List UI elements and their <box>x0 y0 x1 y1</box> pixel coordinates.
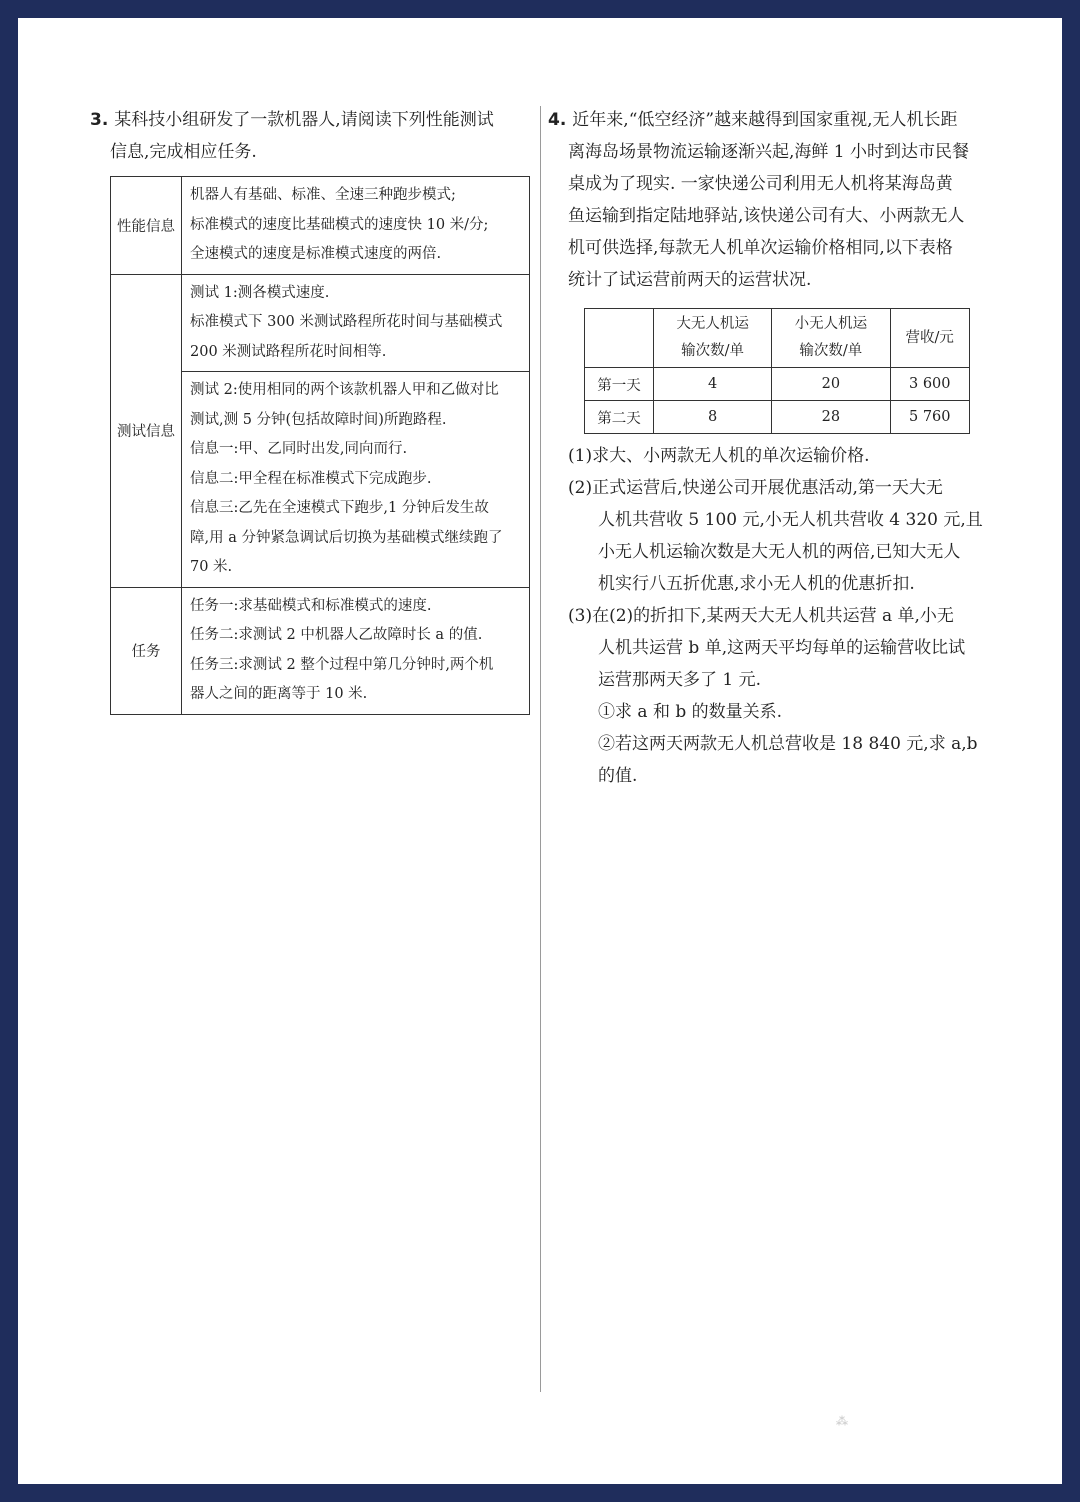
table-header-row <box>585 309 970 368</box>
task-line: 器人之间的距离等于 10 米. <box>190 686 368 702</box>
table-row <box>585 401 970 434</box>
test2-line: 测试 2:使用相同的两个该款机器人甲和乙做对比 <box>190 382 499 398</box>
task-label: 任务 <box>111 587 182 714</box>
perf-line: 机器人有基础、标准、全速三种跑步模式; <box>190 187 456 203</box>
q3-intro-line1: 某科技小组研发了一款机器人,请阅读下列性能测试 <box>114 110 494 130</box>
q4-part1: (1)求大、小两款无人机的单次运输价格. <box>568 446 870 466</box>
perf-label: 性能信息 <box>111 177 182 275</box>
day-cell: 第一天 <box>585 368 654 401</box>
day-cell: 第二天 <box>585 401 654 434</box>
perf-line: 全速模式的速度是标准模式速度的两倍. <box>190 246 442 262</box>
col-rev-header: 营收/元 <box>890 309 970 368</box>
task-line: 任务一:求基础模式和标准模式的速度. <box>190 597 432 614</box>
col-big-l2: 输次数/单 <box>681 343 745 359</box>
test2-line: 信息二:甲全程在标准模式下完成跑步. <box>190 470 432 487</box>
q3-number: 3. <box>90 110 109 130</box>
task-line: 任务三:求测试 2 整个过程中第几分钟时,两个机 <box>190 656 494 673</box>
q4-ops-table <box>584 308 970 434</box>
p3-line: 人机共运营 b 单,这两天平均每单的运输营收比试 <box>598 638 966 658</box>
test2-content <box>182 372 530 588</box>
table-row <box>585 368 970 401</box>
test2-line: 测试,测 5 分钟(包括故障时间)所跑路程. <box>190 411 447 428</box>
small-cell: 28 <box>772 401 890 434</box>
question-3 <box>90 104 536 715</box>
col-small-header <box>772 309 890 368</box>
col-big-header <box>654 309 772 368</box>
q4-intro-line: 离海岛场景物流运输逐渐兴起,海鲜 1 小时到达市民餐 <box>568 142 970 162</box>
q4-intro-line: 桌成为了现实. 一家快递公司利用无人机将某海岛黄 <box>568 174 953 194</box>
test1-line: 200 米测试路程所花时间相等. <box>190 343 387 360</box>
col-big-l1: 大无人机运 <box>676 316 749 332</box>
p2-line: 小无人机运输次数是大无人机的两倍,已知大无人 <box>598 542 961 562</box>
test2-line: 70 米. <box>190 559 233 575</box>
page-sheet <box>18 18 1062 1484</box>
q4-intro-line: 机可供选择,每款无人机单次运输价格相同,以下表格 <box>568 238 953 258</box>
task-line: 任务二:求测试 2 中机器人乙故障时长 a 的值. <box>190 627 483 643</box>
q4-intro-line: 近年来,“低空经济”越来越得到国家重视,无人机长距 <box>572 110 958 130</box>
p2-line: (2)正式运营后,快递公司开展优惠活动,第一天大无 <box>568 478 943 498</box>
p3-sub-ii: 的值. <box>598 766 638 786</box>
p3-line: (3)在(2)的折扣下,某两天大无人机共运营 a 单,小无 <box>568 606 954 626</box>
q4-intro-first <box>548 104 992 136</box>
q4-intro-line: 鱼运输到指定陆地驿站,该快递公司有大、小两款无人 <box>568 206 965 226</box>
test2-line: 信息三:乙先在全速模式下跑步,1 分钟后发生故 <box>190 500 489 516</box>
p3-sub-i: ①求 a 和 b 的数量关系. <box>598 702 783 722</box>
q3-info-table <box>110 176 530 715</box>
question-4 <box>548 104 992 792</box>
test-label: 测试信息 <box>111 274 182 587</box>
p2-line: 机实行八五折优惠,求小无人机的优惠折扣. <box>598 574 915 594</box>
col-small-l1: 小无人机运 <box>794 316 868 332</box>
test2-line: 信息一:甲、乙同时出发,同向而行. <box>190 441 408 457</box>
p3-line: 运营那两天多了 1 元. <box>598 670 762 690</box>
q4-part3 <box>548 600 992 792</box>
column-divider <box>540 106 541 1392</box>
rev-cell: 3 600 <box>890 368 970 401</box>
q4-number: 4. <box>548 110 567 130</box>
q4-part2 <box>548 472 992 600</box>
test2-line: 障,用 a 分钟紧急调试后切换为基础模式继续跑了 <box>190 529 503 546</box>
p3-sub-ii: ②若这两天两款无人机总营收是 18 840 元,求 a,b <box>598 734 978 754</box>
corner-cell <box>585 309 654 368</box>
big-cell: 4 <box>654 368 772 401</box>
q3-intro-line2: 信息,完成相应任务. <box>110 142 257 162</box>
test1-content <box>182 274 530 372</box>
test1-line: 测试 1:测各模式速度. <box>190 284 330 301</box>
q3-intro <box>90 104 536 136</box>
perf-content <box>182 177 530 275</box>
col-small-l2: 输次数/单 <box>799 343 863 359</box>
perf-line: 标准模式的速度比基础模式的速度快 10 米/分; <box>190 216 489 233</box>
p2-line: 人机共营收 5 100 元,小无人机共营收 4 320 元,且 <box>598 510 983 530</box>
test1-line: 标准模式下 300 米测试路程所花时间与基础模式 <box>190 314 503 330</box>
task-content <box>182 587 530 714</box>
big-cell: 8 <box>654 401 772 434</box>
small-cell: 20 <box>772 368 890 401</box>
rev-cell: 5 760 <box>890 401 970 434</box>
q4-intro-line: 统计了试运营前两天的运营状况. <box>568 270 812 290</box>
watermark-icon: ⁂ <box>836 1414 848 1428</box>
